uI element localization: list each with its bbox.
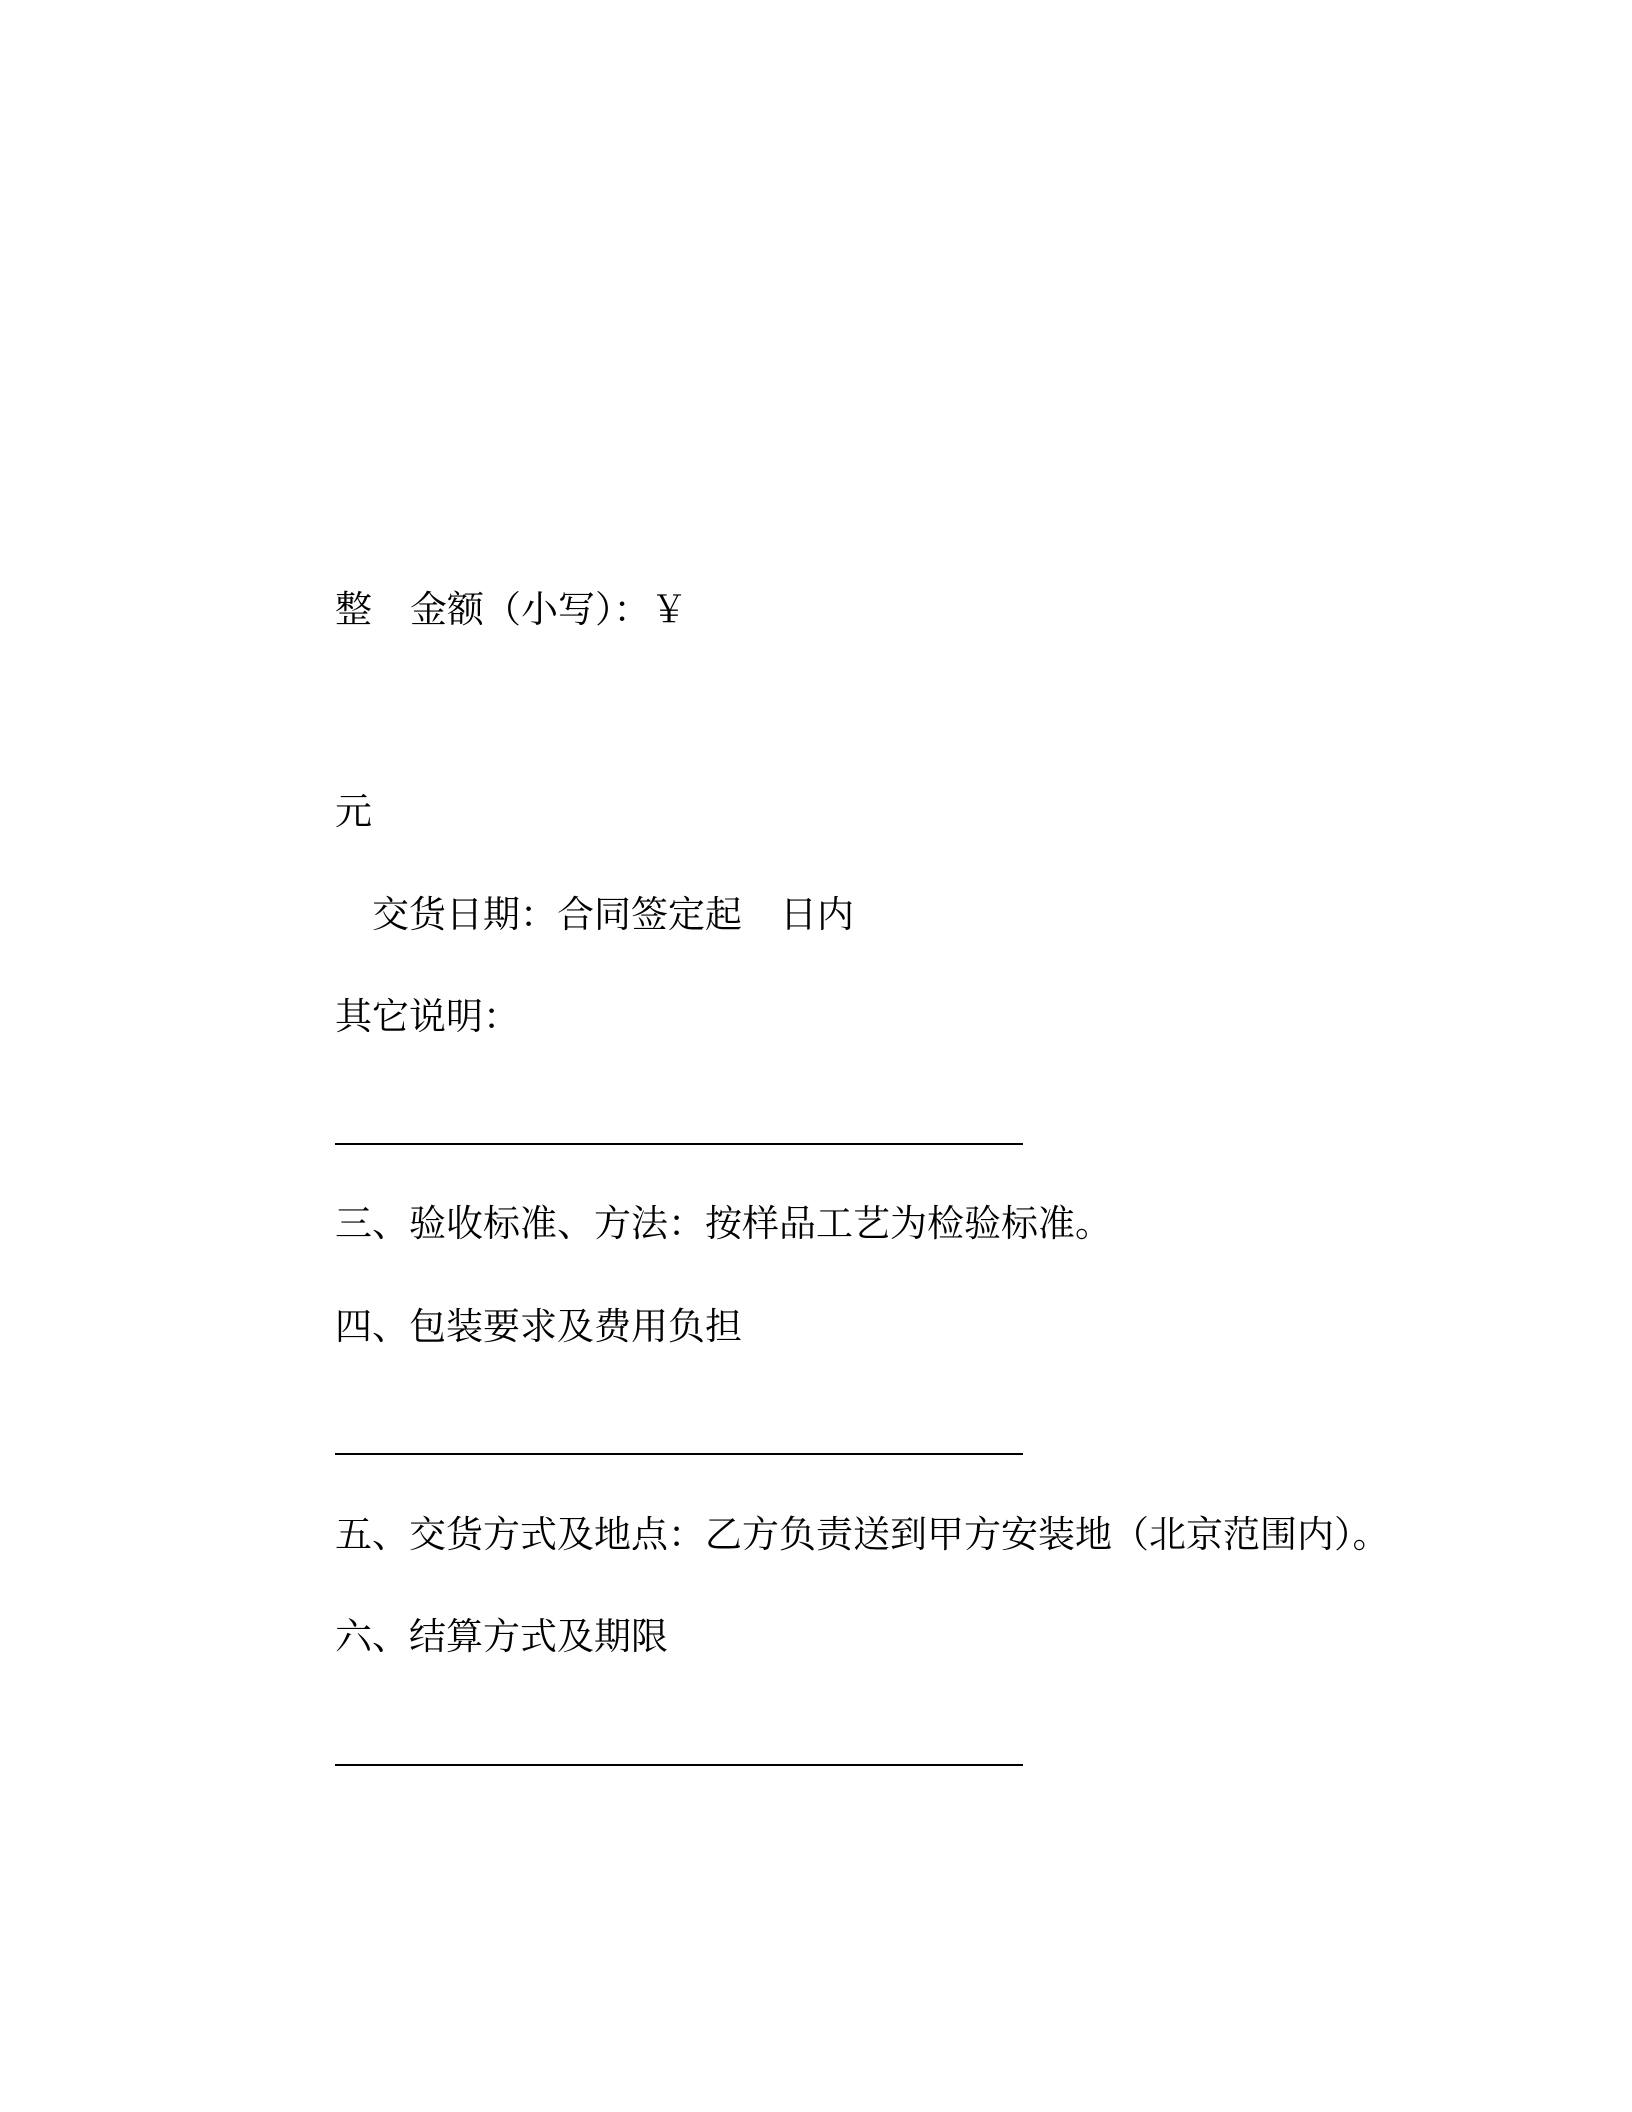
unit-line: 元 <box>335 790 372 833</box>
other-notes-label: 其它说明： <box>335 995 520 1038</box>
blank-underline-packaging <box>335 1453 1023 1455</box>
section-3-acceptance: 三、验收标准、方法：按样品工艺为检验标准。 <box>335 1202 1112 1245</box>
blank-underline-other-notes <box>335 1143 1023 1145</box>
section-4-packaging: 四、包装要求及费用负担 <box>335 1305 742 1348</box>
delivery-date-suffix: 日内 <box>780 893 854 936</box>
amount-line <box>335 588 688 632</box>
amount-whole-label: 整 <box>335 588 372 631</box>
delivery-date-prefix: 交货日期：合同签定起 <box>372 893 742 936</box>
blank-underline-settlement <box>335 1764 1023 1766</box>
section-5-delivery: 五、交货方式及地点：乙方负责送到甲方安装地（北京范围内）。 <box>335 1513 1390 1556</box>
amount-lowercase-label: 金额（小写）：￥ <box>410 588 688 631</box>
delivery-date-line <box>372 893 854 937</box>
section-6-settlement: 六、结算方式及期限 <box>335 1615 668 1658</box>
